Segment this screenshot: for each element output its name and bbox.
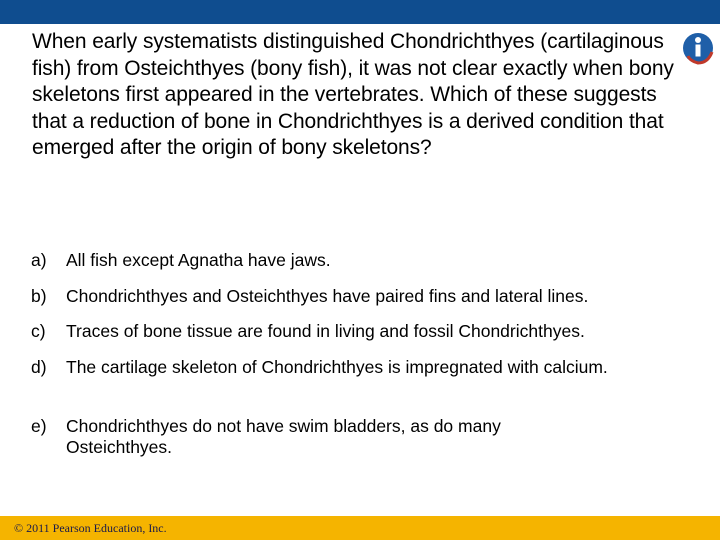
info-i-icon	[680, 30, 716, 66]
choice-text: The cartilage skeleton of Chondrichthyes is impregnated with calcium.	[66, 357, 608, 377]
choice-text: All fish except Agnatha have jaws.	[66, 250, 331, 270]
header-bar	[0, 0, 720, 24]
choice-text: Traces of bone tissue are found in living and fossil Chondrichthyes.	[66, 321, 585, 341]
choice-text: Chondrichthyes and Osteichthyes have paired fins and lateral lines.	[66, 286, 589, 306]
choice-d	[31, 357, 608, 378]
choice-letter: c)	[31, 321, 46, 341]
question-text: When early systematists distinguished Chondrichthyes (cartilaginous fish) from Osteichthyes (bony fish), it was not clear exactly when bony skeletons first appeared in the vertebrates. Which of these suggests that a reduction of bone in Chondrichthyes is a derived condition that emerged after the origin of bony skeletons?	[32, 30, 674, 159]
choice-letter: e)	[31, 416, 47, 436]
choice-a	[31, 250, 331, 271]
choice-text: Chondrichthyes do not have swim bladders, as do many Osteichthyes.	[66, 416, 501, 457]
choice-e	[31, 416, 586, 458]
choice-letter: d)	[31, 357, 47, 377]
choice-b	[31, 286, 588, 307]
choice-letter: a)	[31, 250, 47, 270]
choice-c	[31, 321, 585, 342]
copyright-text: © 2011 Pearson Education, Inc.	[14, 521, 167, 535]
choice-letter: b)	[31, 286, 47, 306]
footer-bar	[0, 516, 720, 540]
